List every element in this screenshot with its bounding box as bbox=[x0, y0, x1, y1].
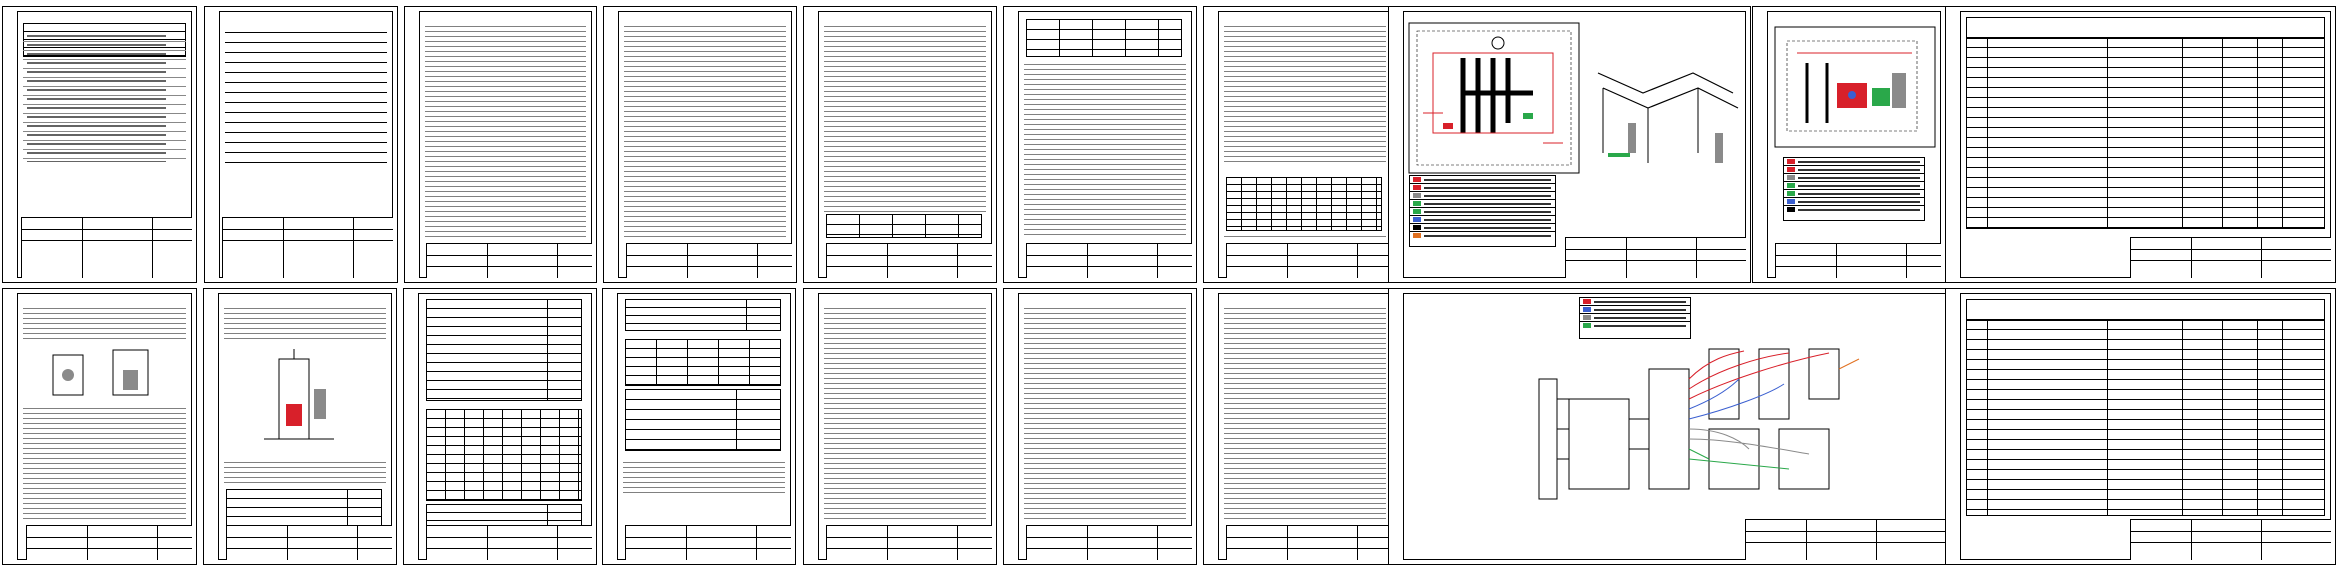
title-block bbox=[1565, 237, 1746, 278]
body-text-lower bbox=[23, 405, 186, 520]
formula-text bbox=[623, 459, 785, 494]
data-table-top bbox=[426, 299, 582, 401]
body-text bbox=[425, 23, 586, 238]
data-table-mid bbox=[426, 409, 582, 501]
sheet-14-tables bbox=[602, 288, 796, 565]
sheet-6-text bbox=[1003, 6, 1197, 283]
sheet-1-contents bbox=[2, 6, 197, 283]
body-text bbox=[1224, 305, 1386, 520]
title-block bbox=[222, 217, 393, 278]
figure-apparatus bbox=[43, 345, 163, 400]
figure-installation bbox=[244, 349, 364, 449]
legend-table bbox=[1579, 297, 1691, 339]
body-text bbox=[824, 23, 986, 212]
sheet-5-text bbox=[803, 6, 997, 283]
body-text-lower bbox=[1224, 233, 1386, 238]
spec-table bbox=[1966, 37, 2325, 229]
contents-grid bbox=[225, 23, 387, 172]
sheet-7-text bbox=[1203, 6, 1397, 283]
data-table bbox=[1226, 177, 1382, 231]
spec-header bbox=[1966, 299, 2325, 321]
sheet-11-text bbox=[2, 288, 197, 565]
sheet-4-text bbox=[603, 6, 797, 283]
title-block bbox=[1026, 525, 1192, 560]
sheet-18-wiring bbox=[1388, 288, 1951, 565]
title-block bbox=[2130, 237, 2331, 278]
legend-table bbox=[1783, 157, 1925, 221]
legend-table bbox=[1409, 175, 1556, 247]
title-block bbox=[1026, 243, 1192, 278]
body-text bbox=[1024, 61, 1186, 238]
body-text bbox=[1024, 305, 1186, 520]
sheet-10-specification bbox=[1945, 6, 2336, 283]
data-table bbox=[226, 489, 382, 527]
title-block bbox=[426, 243, 592, 278]
sheet-12-text bbox=[203, 288, 397, 565]
sheet-9-drawing bbox=[1752, 6, 1946, 283]
wiring-diagram bbox=[1529, 339, 1869, 509]
sheet-2-contents bbox=[204, 6, 398, 283]
title-block bbox=[426, 525, 592, 560]
title-block bbox=[1775, 243, 1941, 278]
title-block bbox=[26, 525, 192, 560]
title-block bbox=[226, 525, 392, 560]
sheet-19-specification bbox=[1945, 288, 2336, 565]
spec-table bbox=[1966, 319, 2325, 516]
data-table bbox=[826, 214, 982, 238]
data-table bbox=[1026, 19, 1182, 57]
title-block bbox=[826, 525, 992, 560]
contents-listing bbox=[23, 33, 186, 162]
title-block bbox=[1226, 525, 1392, 560]
title-block bbox=[826, 243, 992, 278]
body-text bbox=[1224, 23, 1386, 162]
title-block bbox=[1745, 519, 1946, 560]
sheet-13-tables bbox=[403, 288, 597, 565]
equipment-drawing bbox=[1767, 13, 1943, 279]
sheet-17-text bbox=[1203, 288, 1397, 565]
title-block bbox=[625, 525, 791, 560]
body-text bbox=[624, 23, 786, 238]
data-table-top bbox=[625, 299, 781, 331]
sheet-8-drawing bbox=[1388, 6, 1751, 283]
body-text-lower bbox=[224, 459, 386, 484]
body-text bbox=[224, 305, 386, 339]
sheet-3-text bbox=[404, 6, 597, 283]
body-text bbox=[23, 305, 186, 339]
spec-header bbox=[1966, 17, 2325, 39]
title-block bbox=[2130, 519, 2331, 560]
data-table-lower bbox=[625, 389, 781, 451]
title-block bbox=[1226, 243, 1392, 278]
data-table-mid bbox=[625, 339, 781, 386]
title-block bbox=[21, 217, 192, 278]
sheet-15-text bbox=[803, 288, 997, 565]
title-block bbox=[626, 243, 792, 278]
sheet-16-text bbox=[1003, 288, 1197, 565]
body-text bbox=[824, 305, 986, 520]
